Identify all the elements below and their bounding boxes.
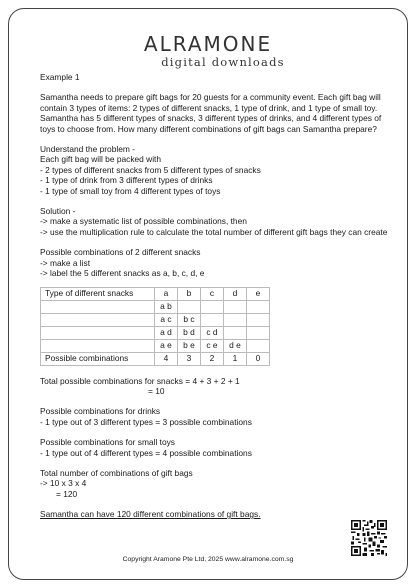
toys-heading: Possible combinations for small toys (40, 437, 175, 448)
snack-combinations-table (40, 287, 270, 366)
table-cell: 4 (155, 352, 178, 365)
drinks-line: - 1 type out of 3 different types = 3 possible combinations (40, 416, 252, 427)
problem-statement: Samantha needs to prepare gift bags for 20 guests for a community event. Each gift bag will contain 3 types of items: 2 types of different snacks, 1 type of drink, and 1 type of small toy. Samantha has 5 different types of snacks, 3 different types of drinks, and 4 different types of toys to choose from. How many different combinations of gift bags can Samantha prepare? (40, 92, 382, 134)
brand-name: ALRAMONE (143, 32, 273, 56)
brand-logo (9, 33, 407, 69)
snack-total-result: = 10 (148, 385, 165, 396)
table-header-cell: c (201, 287, 224, 300)
table-header-cell: d (224, 287, 247, 300)
total-result: = 120 (56, 488, 78, 499)
table-header-cell: e (247, 287, 270, 300)
table-cell: 1 (224, 352, 247, 365)
table-cell (247, 326, 270, 339)
table-cell (247, 300, 270, 313)
understand-line: - 1 type of drink from 3 different types of drinks (40, 175, 213, 186)
table-cell: b c (178, 313, 201, 326)
table-cell: d e (224, 339, 247, 352)
snacks-line: -> make a list (40, 257, 91, 268)
drinks-heading: Possible combinations for drinks (40, 406, 161, 417)
table-cell (224, 300, 247, 313)
table-cell: 3 (178, 352, 201, 365)
table-cell (41, 313, 155, 326)
table-row (41, 313, 270, 326)
table-cell (41, 339, 155, 352)
understand-heading: Understand the problem - (40, 144, 135, 155)
toys-line: - 1 type out of 4 different types = 4 possible combinations (40, 447, 252, 458)
table-cell (201, 300, 224, 313)
table-row (41, 300, 270, 313)
table-header-cell: a (155, 287, 178, 300)
table-cell (41, 300, 155, 313)
brand-subtitle: digital downloads (161, 55, 285, 69)
table-cell: a d (155, 326, 178, 339)
table-cell: a b (155, 300, 178, 313)
snack-total-line: Total possible combinations for snacks = 4 + 3 + 2 + 1 (40, 375, 240, 386)
solution-line: -> use the multiplication rule to calculate the total number of different gift bags they can create (40, 226, 388, 237)
table-cell: c d (201, 326, 224, 339)
solution-heading: Solution - (40, 206, 76, 217)
conclusion: Samantha can have 120 different combinations of gift bags. (40, 509, 261, 520)
table-cell: 2 (201, 352, 224, 365)
solution-line: -> make a systematic list of possible combinations, then (40, 216, 247, 227)
table-cell: Possible combinations (41, 352, 155, 365)
table-cell (178, 300, 201, 313)
understand-line: - 1 type of small toy from 4 different types of toys (40, 185, 221, 196)
table-cell: b e (178, 339, 201, 352)
qr-code-icon (351, 520, 387, 556)
table-header-cell: b (178, 287, 201, 300)
table-row (41, 339, 270, 352)
table-cell (224, 326, 247, 339)
table-cell (224, 313, 247, 326)
table-cell (247, 339, 270, 352)
understand-line: Each gift bag will be packed with (40, 154, 162, 165)
table-cell: a c (155, 313, 178, 326)
total-heading: Total number of combinations of gift bags (40, 467, 193, 478)
worksheet-content (40, 72, 388, 520)
understand-line: - 2 types of different snacks from 5 different types of snacks (40, 164, 261, 175)
table-totals-row (41, 352, 270, 365)
table-cell: a e (155, 339, 178, 352)
total-calculation: -> 10 x 3 x 4 (40, 478, 87, 489)
table-header-cell: Type of different snacks (41, 287, 155, 300)
snacks-heading: Possible combinations of 2 different snacks (40, 247, 201, 258)
snacks-line: -> label the 5 different snacks as a, b, c, d, e (40, 268, 205, 279)
table-cell: 0 (247, 352, 270, 365)
example-title: Example 1 (40, 72, 80, 82)
table-cell: b d (178, 326, 201, 339)
table-row (41, 326, 270, 339)
table-cell (41, 326, 155, 339)
copyright-footer: Copyright Aramone Pte Ltd, 2025 www.alramone.com.sg (122, 556, 294, 563)
table-cell: c e (201, 339, 224, 352)
table-cell (247, 313, 270, 326)
table-header-row (41, 287, 270, 300)
table-cell (201, 313, 224, 326)
